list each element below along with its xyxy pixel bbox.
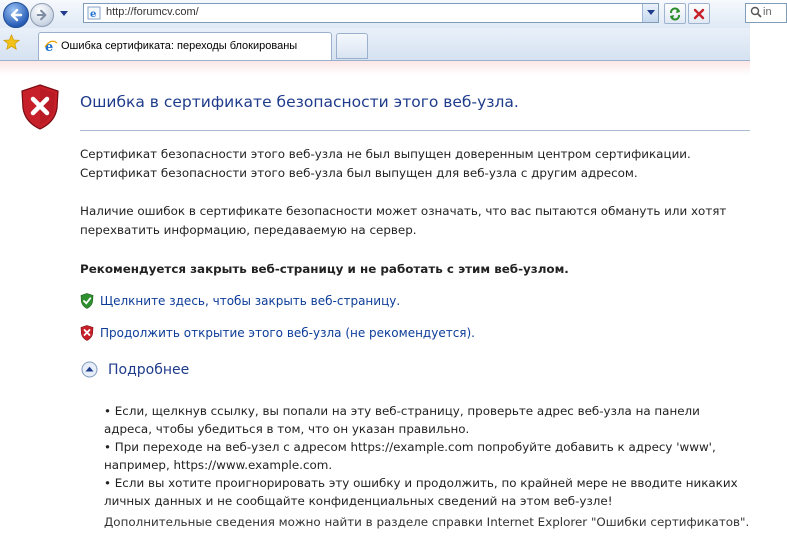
- recent-pages-dropdown-icon[interactable]: [58, 7, 70, 19]
- svg-text:e: e: [45, 40, 54, 55]
- close-page-link[interactable]: Щелкните здесь, чтобы закрыть веб-страницу.: [100, 294, 401, 308]
- page-ie-icon: [87, 6, 101, 20]
- description-line: Сертификат безопасности этого веб-узла не был выпущен доверенным центром сертификации.: [80, 147, 691, 161]
- address-bar[interactable]: [83, 3, 659, 23]
- navigation-bar: [0, 0, 772, 28]
- warning-description: [80, 202, 726, 240]
- ie-icon: [44, 39, 58, 53]
- warning-line: Наличие ошибок в сертификате безопасности может означать, что вас пытаются обмануть или хотят: [80, 204, 727, 218]
- red-shield-icon: [80, 325, 94, 341]
- bullet-line: • При переходе на веб-узел с адресом https://example.com попробуйте добавить к адресу 'www',: [104, 440, 716, 454]
- bullet-line: личных данных и не сообщайте конфиденциальных сведений на этом веб-узле!: [104, 494, 613, 508]
- more-info-toggle[interactable]: [81, 361, 189, 378]
- back-arrow-icon: [9, 8, 23, 22]
- search-box[interactable]: [745, 3, 787, 23]
- search-placeholder: in: [763, 6, 772, 18]
- forward-arrow-icon: [36, 9, 48, 21]
- back-button[interactable]: [3, 2, 29, 28]
- chevron-down-icon: [647, 10, 655, 16]
- address-dropdown-button[interactable]: [642, 4, 658, 22]
- bullet-line: • Если вы хотите проигнорировать эту ошибку и продолжить, по крайней мере не вводите никаких: [104, 476, 738, 490]
- bullet-line: например, https://www.example.com.: [104, 458, 333, 472]
- expand-collapse-icon: [81, 361, 98, 378]
- stop-button[interactable]: [688, 3, 710, 24]
- description-line: Сертификат безопасности этого веб-узла был выпущен для веб-узла с другим адресом.: [80, 166, 638, 180]
- bullet-line: адреса, чтобы убедиться в том, что он указан правильно.: [104, 422, 470, 436]
- tab-title: Ошибка сертификата: переходы блокированы: [61, 40, 298, 52]
- bullet-line: • Если, щелкнув ссылку, вы попали на эту веб-страницу, проверьте адрес веб-узла на панели: [104, 404, 700, 418]
- favorites-star-icon[interactable]: [3, 34, 20, 51]
- help-footer-note: Дополнительные сведения можно найти в разделе справки Internet Explorer "Ошибки сертификатов".: [104, 515, 750, 529]
- recommendation-text: Рекомендуется закрыть веб-страницу и не работать с этим веб-узлом.: [80, 262, 569, 276]
- green-shield-icon: [80, 293, 94, 309]
- continue-to-site-link[interactable]: Продолжить открытие этого веб-узла (не рекомендуется).: [100, 326, 475, 340]
- new-tab-button[interactable]: [336, 33, 368, 59]
- error-band: [0, 61, 750, 75]
- refresh-button[interactable]: [664, 3, 686, 24]
- title-divider: [80, 130, 750, 131]
- certificate-description: [80, 145, 691, 183]
- address-text[interactable]: http://forumcv.com/: [106, 6, 199, 18]
- forward-button[interactable]: [30, 3, 54, 27]
- warning-line: перехватить информацию, передаваемую на сервер.: [80, 223, 417, 237]
- tab-current[interactable]: [38, 32, 332, 60]
- close-page-link-row[interactable]: [80, 293, 400, 309]
- tab-bar: [0, 28, 750, 61]
- svg-text:e: e: [90, 9, 97, 20]
- search-icon: [750, 6, 762, 18]
- error-shield-icon: [20, 84, 60, 130]
- refresh-icon: [668, 7, 682, 21]
- page-title: Ошибка в сертификате безопасности этого веб-узла.: [80, 93, 519, 111]
- more-info-bullets: [104, 402, 738, 510]
- stop-icon: [693, 8, 705, 20]
- more-info-label: Подробнее: [108, 361, 190, 378]
- continue-link-row[interactable]: [80, 325, 475, 341]
